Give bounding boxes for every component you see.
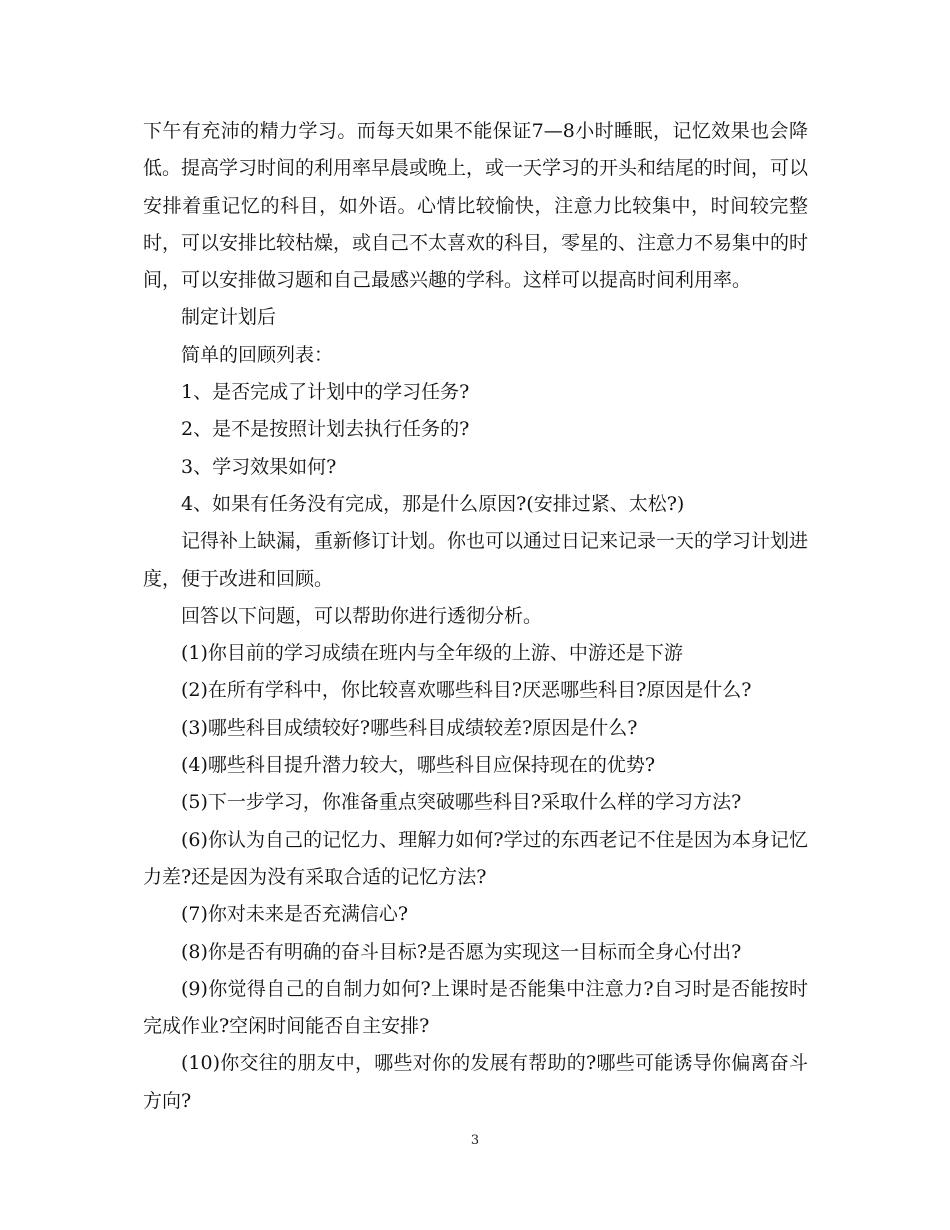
question-item: (9)你觉得自己的自制力如何?上课时是否能集中注意力?自习时是否能按时完成作业?空闲时间能否自主安排? bbox=[143, 977, 808, 1038]
question-item: (7)你对未来是否充满信心? bbox=[181, 903, 409, 926]
paragraph: 制定计划后 bbox=[181, 306, 277, 329]
paragraph: 回答以下问题，可以帮助你进行透彻分析。 bbox=[181, 604, 543, 627]
list-item: 4、如果有任务没有完成，那是什么原因?(安排过紧、太松?) bbox=[181, 492, 685, 515]
paragraph: 简单的回顾列表： bbox=[181, 343, 334, 366]
question-item: (6)你认为自己的记忆力、理解力如何?学过的东西老记不住是因为本身记忆力差?还是因为没有采取合适的记忆方法? bbox=[143, 828, 808, 888]
question-item: (2)在所有学科中，你比较喜欢哪些科目?厌恶哪些科目?原因是什么? bbox=[181, 679, 752, 702]
list-item: 2、是不是按照计划去执行任务的? bbox=[181, 418, 470, 441]
question-item: (5)下一步学习，你准备重点突破哪些科目?采取什么样的学习方法? bbox=[181, 791, 742, 814]
paragraph: 记得补上缺漏，重新修订计划。你也可以通过日记来记录一天的学习计划进度，便于改进和回顾。 bbox=[143, 530, 809, 590]
question-item: (8)你是否有明确的奋斗目标?是否愿为实现这一目标而全身心付出? bbox=[181, 940, 742, 963]
page-number: 3 bbox=[470, 1133, 480, 1148]
document-body bbox=[143, 113, 808, 1120]
question-item: (1)你目前的学习成绩在班内与全年级的上游、中游还是下游 bbox=[181, 642, 683, 665]
paragraph: 下午有充沛的精力学习。而每天如果不能保证7—8小时睡眠，记忆效果也会降低。提高学习时间的利用率早晨或晚上，或一天学习的开头和结尾的时间，可以安排着重记忆的科目，如外语。心情比较愉快，注意力比较集中，时间较完整时，可以安排比较枯燥，或自己不太喜欢的科目，零星的、注意力不易集中的时间，可以安排做习题和自己最感兴趣的学科。这样可以提高时间利用率。 bbox=[143, 120, 809, 292]
question-item: (10)你交往的朋友中，哪些对你的发展有帮助的?哪些可能诱导你偏离奋斗方向? bbox=[143, 1052, 808, 1112]
question-item: (4)哪些科目提升潜力较大，哪些科目应保持现在的优势? bbox=[181, 754, 656, 777]
question-item: (3)哪些科目成绩较好?哪些科目成绩较差?原因是什么? bbox=[181, 716, 638, 739]
list-item: 1、是否完成了计划中的学习任务? bbox=[181, 381, 470, 404]
list-item: 3、学习效果如何? bbox=[181, 455, 337, 478]
